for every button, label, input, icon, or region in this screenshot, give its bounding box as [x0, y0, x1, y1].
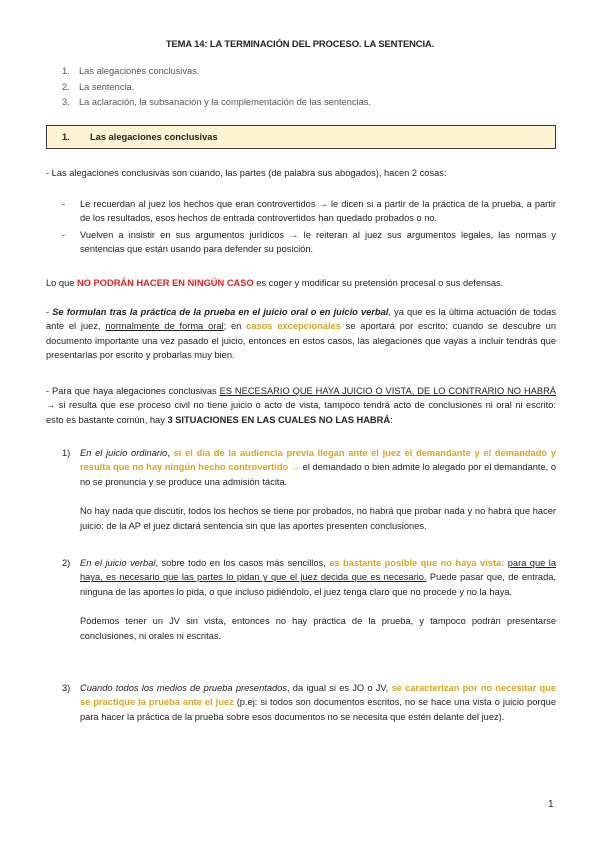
situation-item-1: 1) En el juicio ordinario, si el día de la audiencia previa llegan ante el juez el demandante y el demandado y resulta que no hay ningún hecho controvertido → el demandado o bien admite lo alegado por el demandante, o no se pronuncia y se produce una admisión tácita. No hay nada que discutir, todos los hechos se tiene por probados, no habrá que probar nada y no habrá que hacer juicio: de la AP el juez dictará sentencia sin que las aportes presenten conclusiones.: [62, 448, 557, 531]
page-number: 1: [548, 799, 554, 810]
situation-item-2: 2) En el juicio verbal, sobre todo en los casos más sencillos, es bastante posible que no haya vista: para que la haya, es necesario que las partes lo pidan y que el juez decida que es necesario. Puede pasar que, de entrada, ninguna de las aportes lo pida, o que incluso pidiéndolo, el juez tenga claro que no procede y no la haya. Podemos tener un JV sin vista, entonces no hay práctica de la prueba, y tampoco podrán presentarse conclusiones, ni orales ni escritas.: [62, 558, 557, 641]
bullet-item: - Le recuerdan al juez los hechos que eran controvertidos → le dicen si a partir de la práctica de la prueba, a partir de los resultados, esos hechos de entrada controvertidos han quedado probados o no.: [62, 199, 556, 224]
bullet-item: - Vuelven a insistir en sus argumentos jurídicos → le reiteran al juez sus argumentos legales, las normas y sentencias que están usando para defender su posición.: [62, 230, 556, 255]
document-title: TEMA 14: LA TERMINACIÓN DEL PROCESO. LA SENTENCIA.: [165, 38, 435, 49]
necesario-paragraph: - Para que haya alegaciones conclusivas ES NECESARIO QUE HAYA JUICIO O VISTA, DE LO CONTRARIO NO HABRÁ → si resulta que ese proceso civil no tiene juicio o acto de vista, tampoco tendrá acto de conclusiones ni oral ni escrito: esto es bastante común, hay 3 SITUACIONES EN LAS CUALES NO LAS HABRÁ:: [46, 386, 556, 425]
toc-item: 2. La sentencia.: [62, 81, 135, 92]
toc-item: 1. Las alegaciones conclusivas.: [62, 66, 200, 76]
no-podran-paragraph: Lo que NO PODRÁN HACER EN NINGÚN CASO es coger y modificar su pretensión procesal o sus defensas.: [46, 278, 504, 288]
section-number: 1.: [62, 132, 70, 142]
intro-paragraph: - Las alegaciones conclusivas son cuando, las partes (de palabra sus abogados), hacen 2 cosas:: [46, 168, 447, 178]
toc-item: 3. La aclaración, la subsanación y la complementación de las sentencias.: [62, 97, 371, 107]
situation-item-3: 3) Cuando todos los medios de prueba presentados, da igual si es JO o JV, se caracterizan por no necesitar que se practique la prueba ante el juez (p.ej: si todos son documentos escritos, no se hace una vista o juicio porque para hacer la práctica de la prueba sobre esos documentos no se necesita que estén delante del juez).: [62, 683, 556, 722]
formulan-paragraph: - Se formulan tras la práctica de la prueba en el juicio oral o en juicio verbal, ya que es la última actuación de todas ante el juez, normalmente de forma oral; en casos excepcionales se aportará por escrito: cuando se descubre un documento importante una vez pasado el juicio, entonces en estos casos, las alegaciones que vayas a incluir tendrás que presentarlas por escrito y probarlas muy bien.: [46, 307, 557, 361]
section-heading-box: [46, 125, 556, 149]
section-title: Las alegaciones conclusivas: [90, 132, 218, 142]
table-of-contents: [62, 64, 371, 111]
